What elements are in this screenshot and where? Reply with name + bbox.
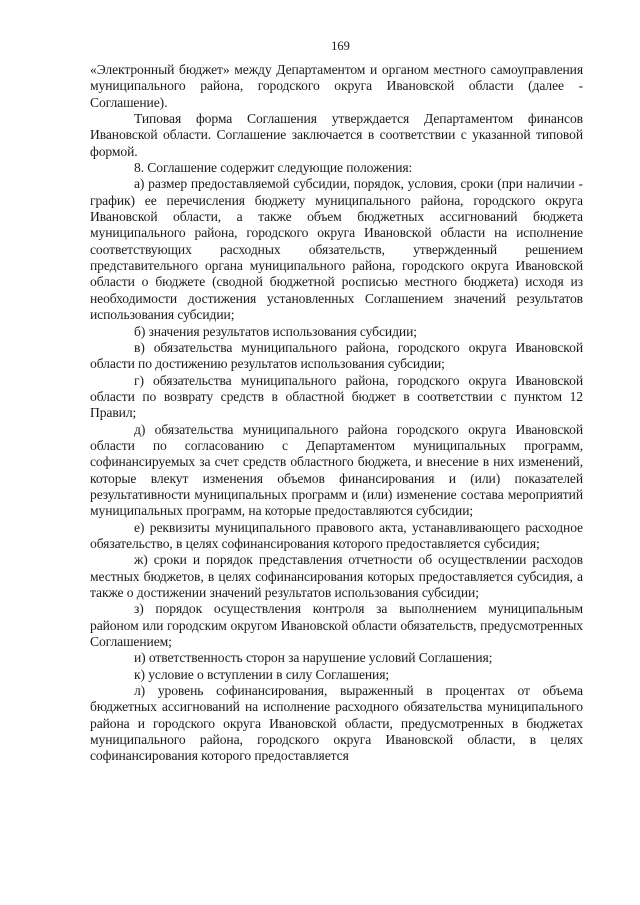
paragraph-agreement-intro: «Электронный бюджет» между Департаментом и органом местного самоуправления муниципального района, городского округа Ивановской области (далее - Соглашение). bbox=[90, 62, 583, 110]
page-number: 169 bbox=[331, 39, 350, 53]
paragraph-item-a: а) размер предоставляемой субсидии, порядок, условия, сроки (при наличии - график) ее перечисления бюджету муниципального района, городского округа Ивановской области, а также объем бюджетных ассигнований бюджета муниципального района, городского округа Ивановской области на исполнение соответствующих расходных обязательств, утвержденный решением представительного органа муниципального района, городского округа Ивановской области о бюджете (сводной бюджетной росписью местного бюджета) исходя из необходимости достижения установленных Соглашением значений результатов использования субсидии; bbox=[90, 176, 583, 323]
paragraph-standard-form: Типовая форма Соглашения утверждается Департаментом финансов Ивановской области. Соглашение заключается в соответствии с указанной типовой формой. bbox=[90, 111, 583, 159]
document-body bbox=[90, 62, 583, 765]
paragraph-item-g: г) обязательства муниципального района, городского округа Ивановской области по возврату средств в областной бюджет в соответствии с пунктом 12 Правил; bbox=[90, 372, 583, 421]
paragraph-item-e: е) реквизиты муниципального правового акта, устанавливающего расходное обязательство, в целях софинансирования которого предоставляется субсидия; bbox=[90, 519, 583, 551]
paragraph-item-d: д) обязательства муниципального района городского округа Ивановской области по согласованию с Департаментом муниципальных программ, софинансируемых за счет средств областного бюджета, и внесение в них изменений, которые влекут изменения объемов финансирования и (или) показателей результативности муниципальных программ и (или) изменение состава мероприятий муниципальных программ, на которые предоставляются субсидии; bbox=[90, 421, 583, 519]
paragraph-item-v: в) обязательства муниципального района, городского округа Ивановской области по достижению результатов использования субсидии; bbox=[90, 339, 583, 372]
paragraph-item-b: б) значения результатов использования субсидии; bbox=[134, 323, 417, 339]
paragraph-item-zh: ж) сроки и порядок представления отчетности об осуществлении расходов местных бюджетов, в целях софинансирования которых предоставляется субсидия, а также о достижении значений результатов использования субсидии; bbox=[90, 552, 583, 600]
paragraph-item-z: з) порядок осуществления контроля за выполнением муниципальным районом или городским округом Ивановской области обязательств, предусмотренных Соглашением; bbox=[90, 601, 583, 650]
paragraph-item-k: к) условие о вступлении в силу Соглашения; bbox=[134, 666, 390, 682]
paragraph-item-l: л) уровень софинансирования, выраженный в процентах от объема бюджетных ассигнований на исполнение расходного обязательства муниципального района и городского округа Ивановской области, предусмотренных в бюджетах муниципального района, городского округа Ивановской области, в целях софинансирования которого предоставляется bbox=[90, 683, 583, 764]
paragraph-item-i: и) ответственность сторон за нарушение условий Соглашения; bbox=[134, 650, 493, 666]
paragraph-section-8-heading: 8. Соглашение содержит следующие положения: bbox=[134, 160, 413, 176]
